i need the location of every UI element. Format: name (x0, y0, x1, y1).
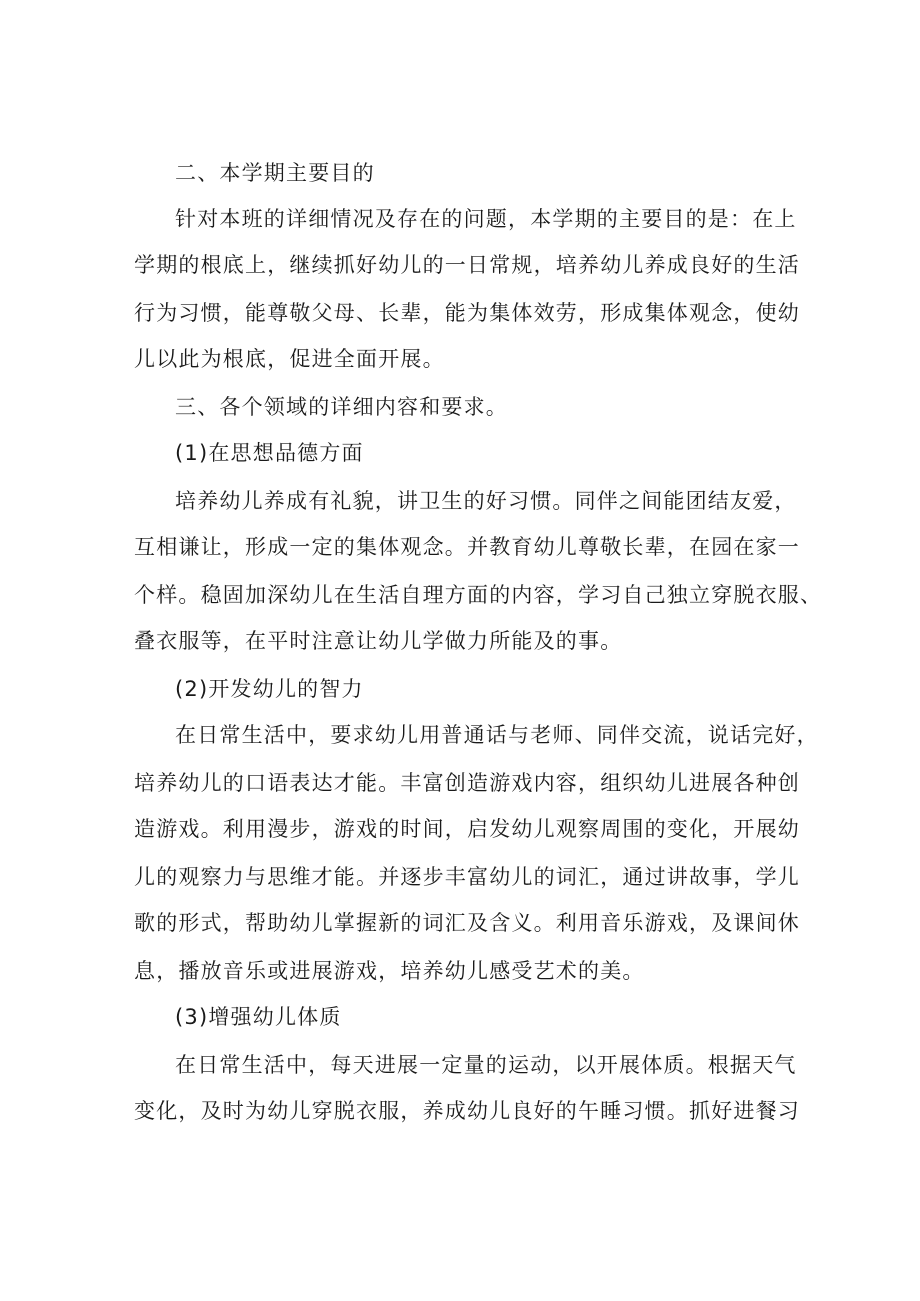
paragraph-line: 培养幼儿的口语表达才能。丰富创造游戏内容，组织幼儿进展各种创 (134, 771, 800, 795)
paragraph-line: 个样。稳固加深幼儿在生活自理方面的内容，学习自己独立穿脱衣服、 (134, 583, 823, 607)
paragraph-line: 叠衣服等，在平时注意让幼儿学做力所能及的事。 (134, 629, 623, 653)
paragraph-line: 互相谦让，形成一定的集体观念。并教育幼儿尊敬长辈，在园在家一 (134, 535, 800, 559)
paragraph-line: 儿的观察力与思维才能。并逐步丰富幼儿的词汇，通过讲故事，学儿 (134, 865, 800, 889)
paragraph-line: 变化，及时为幼儿穿脱衣服，养成幼儿良好的午睡习惯。抓好进餐习 (134, 1099, 800, 1123)
paragraph-line: 造游戏。利用漫步，游戏的时间，启发幼儿观察周围的变化，开展幼 (134, 817, 800, 841)
paragraph-line: 学期的根底上，继续抓好幼儿的一日常规，培养幼儿养成良好的生活 (134, 253, 800, 277)
subsection-heading-physique: (3)增强幼儿体质 (175, 1005, 342, 1029)
paragraph-line: 歌的形式，帮助幼儿掌握新的词汇及含义。利用音乐游戏，及课间休 (134, 911, 800, 935)
paragraph-line: 培养幼儿养成有礼貌，讲卫生的好习惯。同伴之间能团结友爱， (175, 489, 797, 513)
paragraph-line: 儿以此为根底，促进全面开展。 (134, 347, 445, 371)
paragraph-line: 息，播放音乐或进展游戏，培养幼儿感受艺术的美。 (134, 959, 645, 983)
paragraph-line: 在日常生活中，每天进展一定量的运动，以开展体质。根据天气 (175, 1053, 797, 1077)
paragraph-line: 针对本班的详细情况及存在的问题，本学期的主要目的是：在上 (175, 207, 797, 231)
subsection-heading-intellect: (2)开发幼儿的智力 (175, 677, 364, 701)
paragraph-line: 行为习惯，能尊敬父母、长辈，能为集体效劳，形成集体观念，使幼 (134, 301, 800, 325)
paragraph-line: 在日常生活中，要求幼儿用普通话与老师、同伴交流，说话完好， (175, 723, 819, 747)
section-heading-goals: 二、本学期主要目的 (175, 161, 375, 185)
subsection-heading-moral: (1)在思想品德方面 (175, 441, 364, 465)
section-heading-areas: 三、各个领域的详细内容和要求。 (175, 395, 508, 419)
